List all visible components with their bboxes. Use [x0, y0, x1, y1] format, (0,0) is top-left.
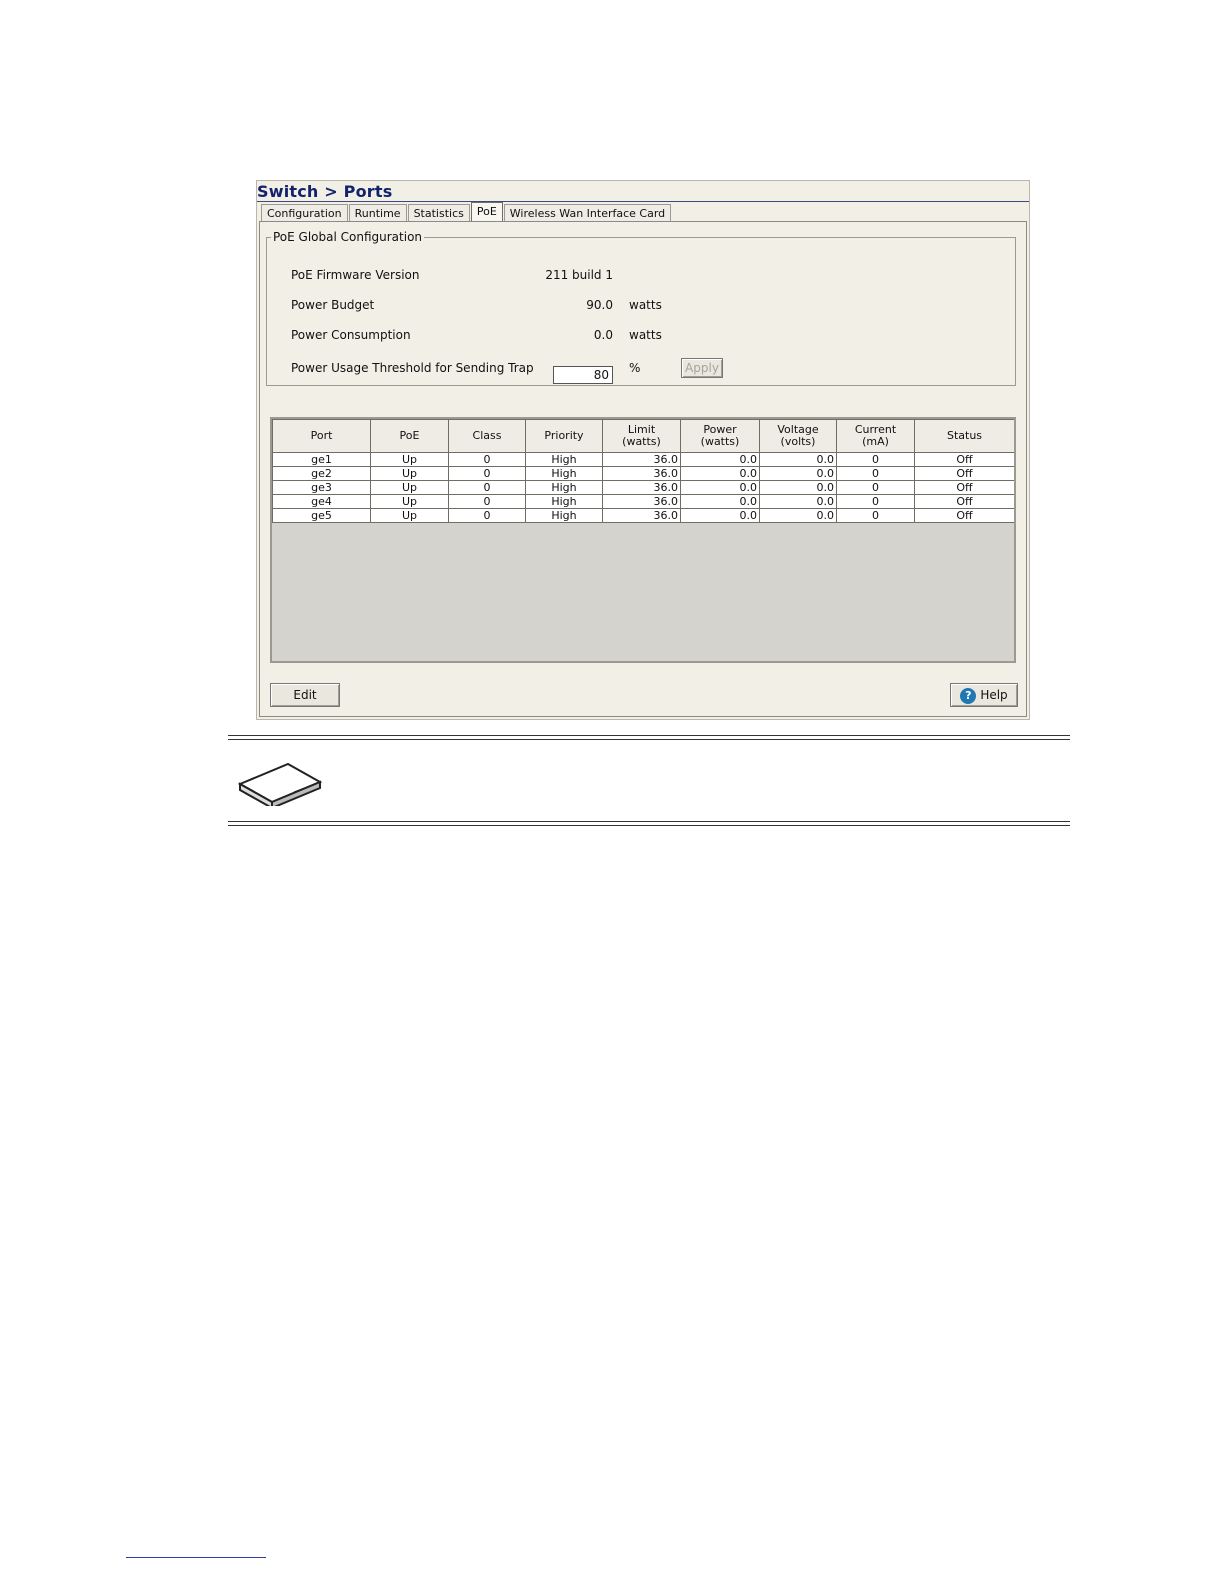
- table-cell: 0.0: [760, 467, 837, 481]
- table-row[interactable]: [273, 495, 1015, 509]
- table-cell: 36.0: [603, 495, 681, 509]
- column-header[interactable]: Power (watts): [681, 420, 760, 453]
- budget-label: Power Budget: [291, 298, 375, 312]
- table-cell: Up: [371, 453, 449, 467]
- table-cell: 0.0: [760, 495, 837, 509]
- table-cell: ge4: [273, 495, 371, 509]
- budget-unit: watts: [629, 298, 662, 312]
- note-rule-bottom: [228, 821, 1070, 822]
- table-cell: 0.0: [681, 467, 760, 481]
- table-cell: Off: [915, 481, 1015, 495]
- table-cell: 0: [837, 481, 915, 495]
- consumption-label: Power Consumption: [291, 328, 411, 342]
- table-cell: 0: [449, 453, 526, 467]
- title-underline: [257, 201, 1029, 202]
- table-row[interactable]: [273, 453, 1015, 467]
- tab-configuration[interactable]: Configuration: [261, 204, 348, 223]
- table-cell: High: [526, 509, 603, 523]
- table-row[interactable]: [273, 481, 1015, 495]
- apply-button[interactable]: Apply: [681, 358, 723, 378]
- table-cell: 0: [837, 495, 915, 509]
- switch-ports-window: [256, 180, 1030, 720]
- table-cell: 0: [837, 453, 915, 467]
- table-cell: Up: [371, 495, 449, 509]
- page-title: Switch > Ports: [257, 182, 393, 201]
- consumption-unit: watts: [629, 328, 662, 342]
- tab-runtime[interactable]: Runtime: [349, 204, 407, 223]
- table-cell: 36.0: [603, 509, 681, 523]
- table-cell: Off: [915, 453, 1015, 467]
- budget-value: 90.0: [586, 298, 613, 312]
- edit-button[interactable]: Edit: [270, 683, 340, 707]
- table-cell: 36.0: [603, 481, 681, 495]
- footer-link-underline: [126, 1557, 266, 1558]
- table-row[interactable]: [273, 467, 1015, 481]
- poe-global-configuration: [266, 230, 1016, 386]
- table-cell: 0.0: [760, 481, 837, 495]
- group-legend: PoE Global Configuration: [273, 230, 423, 244]
- table-cell: 0: [837, 467, 915, 481]
- table-cell: 36.0: [603, 467, 681, 481]
- table-cell: High: [526, 467, 603, 481]
- table-cell: 0.0: [760, 453, 837, 467]
- help-button[interactable]: [950, 683, 1018, 707]
- tab-poe[interactable]: PoE: [471, 202, 503, 224]
- column-header[interactable]: Class: [449, 420, 526, 453]
- table-cell: 0: [449, 467, 526, 481]
- table-cell: Off: [915, 509, 1015, 523]
- threshold-unit: %: [629, 361, 641, 375]
- table-cell: 0: [837, 509, 915, 523]
- table-cell: ge2: [273, 467, 371, 481]
- firmware-value: 211 build 1: [545, 268, 613, 282]
- column-header[interactable]: Port: [273, 420, 371, 453]
- table-cell: 0.0: [681, 509, 760, 523]
- poe-port-table: [272, 419, 1015, 523]
- table-cell: High: [526, 495, 603, 509]
- table-cell: 0.0: [760, 509, 837, 523]
- column-header[interactable]: Status: [915, 420, 1015, 453]
- column-header[interactable]: Priority: [526, 420, 603, 453]
- table-row[interactable]: [273, 509, 1015, 523]
- tab-wireless-wan[interactable]: Wireless Wan Interface Card: [504, 204, 671, 223]
- table-cell: 36.0: [603, 453, 681, 467]
- table-cell: Off: [915, 495, 1015, 509]
- column-header[interactable]: PoE: [371, 420, 449, 453]
- device-icon: [236, 760, 324, 806]
- table-cell: High: [526, 481, 603, 495]
- note-rule-top: [228, 735, 1070, 736]
- table-header-row: [273, 420, 1015, 453]
- table-cell: 0.0: [681, 495, 760, 509]
- table-cell: High: [526, 453, 603, 467]
- column-header[interactable]: Current (mA): [837, 420, 915, 453]
- threshold-label: Power Usage Threshold for Sending Trap: [291, 361, 534, 375]
- tab-panel: [259, 221, 1027, 717]
- note-rule-top-2: [228, 739, 1070, 740]
- table-cell: ge5: [273, 509, 371, 523]
- table-cell: ge1: [273, 453, 371, 467]
- threshold-input[interactable]: 80: [553, 366, 613, 384]
- table-cell: 0: [449, 481, 526, 495]
- table-cell: 0: [449, 495, 526, 509]
- column-header[interactable]: Voltage (volts): [760, 420, 837, 453]
- column-header[interactable]: Limit (watts): [603, 420, 681, 453]
- table-cell: 0.0: [681, 453, 760, 467]
- table-cell: ge3: [273, 481, 371, 495]
- table-cell: Up: [371, 467, 449, 481]
- consumption-value: 0.0: [593, 328, 613, 342]
- table-cell: 0.0: [681, 481, 760, 495]
- table-body: [273, 453, 1015, 523]
- table-cell: Off: [915, 467, 1015, 481]
- firmware-label: PoE Firmware Version: [291, 268, 420, 282]
- table-cell: 0: [449, 509, 526, 523]
- table-cell: Up: [371, 481, 449, 495]
- note-rule-bottom-2: [228, 825, 1070, 826]
- help-icon: ?: [960, 688, 976, 704]
- poe-port-table-wrap: [270, 417, 1016, 663]
- tab-statistics[interactable]: Statistics: [408, 204, 470, 223]
- help-button-label: Help: [980, 688, 1008, 702]
- table-cell: Up: [371, 509, 449, 523]
